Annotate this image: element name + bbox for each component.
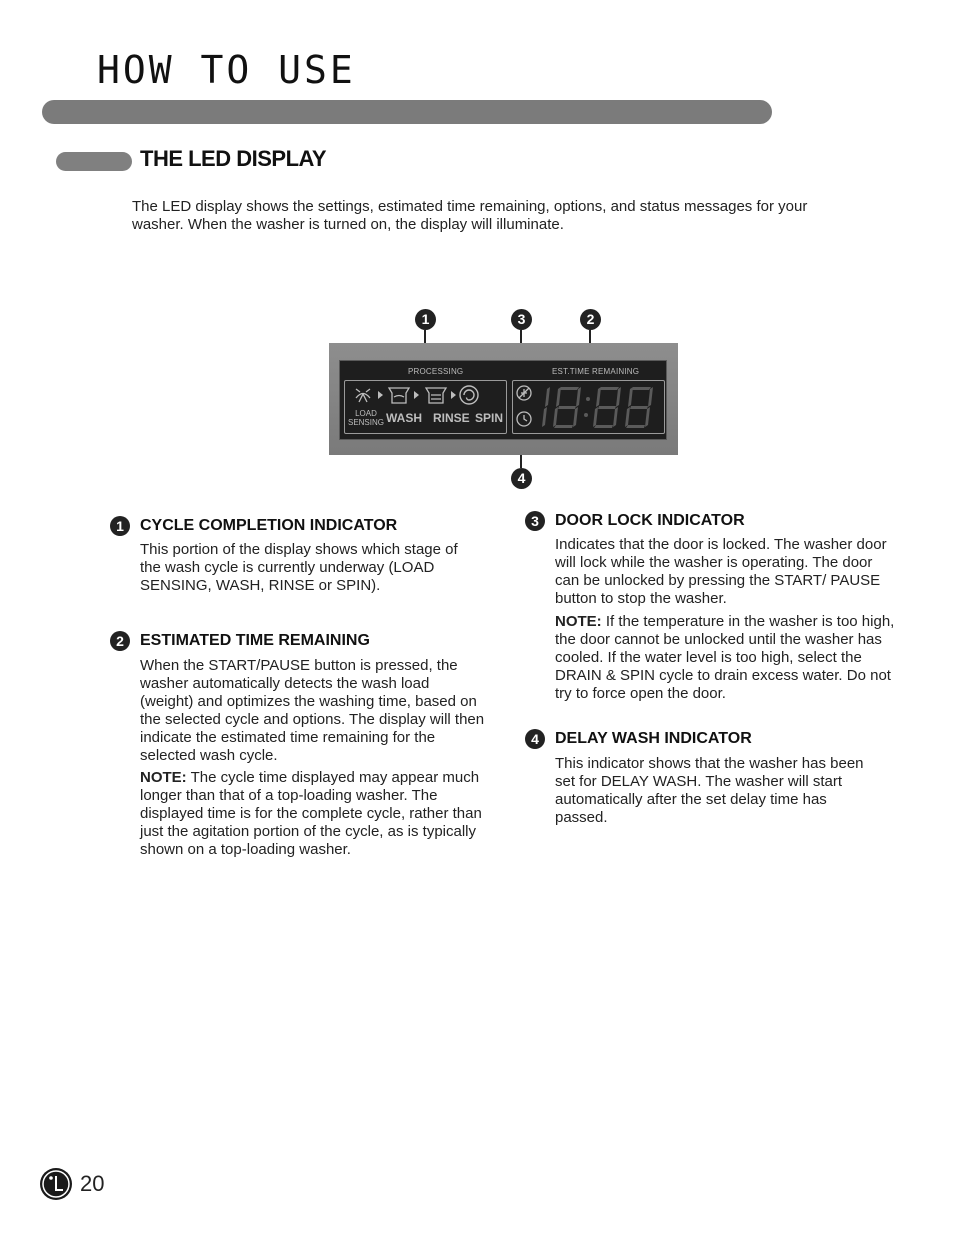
item-number: 1	[110, 516, 130, 536]
wash-icon	[389, 388, 409, 403]
arrow-icon	[414, 391, 419, 399]
time-remaining-label: EST.TIME REMAINING	[552, 367, 640, 376]
stage-rinse: RINSE	[433, 411, 470, 425]
section-pill	[56, 152, 132, 171]
note-label: NOTE:	[140, 769, 187, 786]
item-title: DELAY WASH INDICATOR	[555, 730, 752, 747]
estimated-time-display	[512, 380, 665, 434]
item-number: 3	[525, 511, 545, 531]
item-body: This portion of the display shows which stage of the wash cycle is currently underway (LOAD SENSING, WASH, RINSE or SPIN).	[140, 541, 458, 594]
callout-2: 2	[580, 309, 601, 330]
note-text: If the temperature in the washer is too high, the door cannot be unlocked until the washer has cooled. If the water level is too high, select the DRAIN & SPIN cycle to drain excess water. Do not try to force open the door.	[555, 613, 895, 702]
cycle-stage-icons	[345, 381, 506, 411]
item-number: 2	[110, 631, 130, 651]
item-delay-wash	[525, 729, 905, 839]
item-note	[140, 769, 485, 859]
stage-load-sensing: LOAD SENSING	[347, 409, 384, 427]
callout-1: 1	[415, 309, 436, 330]
chapter-bar	[42, 100, 772, 124]
item-number: 4	[525, 729, 545, 749]
item-door-lock	[525, 511, 905, 711]
intro-paragraph: The LED display shows the settings, estimated time remaining, options, and status messages for your washer. When the washer is turned on, the display will illuminate.	[132, 198, 808, 233]
processing-label: PROCESSING	[408, 367, 464, 376]
item-note	[555, 613, 897, 703]
note-label: NOTE:	[555, 613, 602, 630]
page-number: 20	[80, 1171, 105, 1196]
door-lock-icon	[517, 386, 531, 400]
section-title: THE LED DISPLAY	[140, 146, 327, 171]
note-text: The cycle time displayed may appear much longer than that of a top-loading washer. The displayed time is for the complete cycle, rather than just the agitation portion of the cycle, as is typically shown on a top-loading washer.	[140, 769, 482, 858]
item-title: ESTIMATED TIME REMAINING	[140, 632, 370, 649]
item-body: Indicates that the door is locked. The washer door will lock while the washer is operating. The door can be unlocked by pressing the START/ PAUSE button to stop the washer.	[555, 536, 887, 607]
rinse-icon	[426, 388, 446, 403]
led-panel	[329, 343, 678, 455]
item-title: CYCLE COMPLETION INDICATOR	[140, 517, 398, 534]
arrow-icon	[451, 391, 456, 399]
item-body: This indicator shows that the washer has been set for DELAY WASH. The washer will start automatically after the set delay time has passed.	[555, 755, 864, 826]
item-title: DOOR LOCK INDICATOR	[555, 512, 745, 529]
stage-wash: WASH	[386, 411, 422, 425]
delay-wash-icon	[517, 412, 531, 426]
arrow-icon	[378, 391, 383, 399]
chapter-title: HOW TO USE	[97, 48, 356, 92]
spin-icon	[460, 386, 478, 404]
time-digits	[539, 381, 663, 433]
load-sensing-icon	[356, 389, 370, 402]
item-estimated-time	[110, 631, 490, 871]
lg-logo-icon	[39, 1167, 73, 1201]
led-display	[339, 360, 667, 440]
cycle-completion-indicator	[344, 380, 507, 434]
item-cycle-completion	[110, 516, 490, 616]
stage-spin: SPIN	[475, 411, 504, 425]
callout-3: 3	[511, 309, 532, 330]
callout-4: 4	[511, 468, 532, 489]
item-body: When the START/PAUSE button is pressed, the washer automatically detects the wash load (weight) and optimizes the washing time, based on the selected cycle and options. The display will then indicate the estimated time remaining for the selected wash cycle.	[140, 657, 485, 764]
